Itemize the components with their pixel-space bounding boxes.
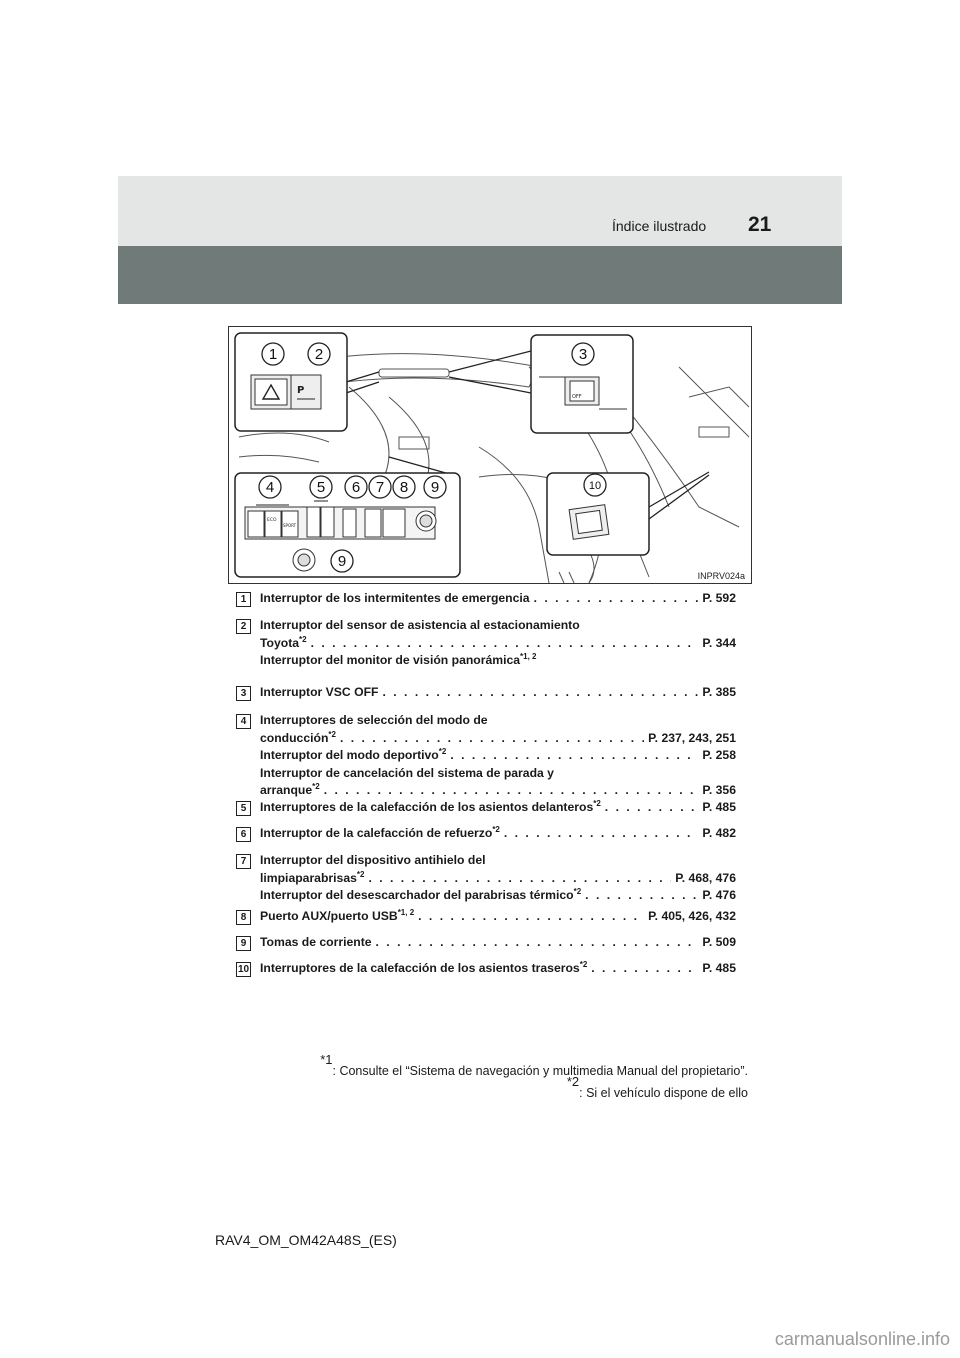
item-text: Interruptor del modo deportivo$^{*2}$ — [260, 746, 447, 762]
item-number-box: 5 — [236, 801, 251, 816]
dot-leader — [368, 870, 671, 888]
item-text: Puerto AUX/puerto USB$^{*1, 2}$ — [260, 907, 415, 923]
item-footnote-mark: *2 — [312, 781, 320, 791]
item-line — [260, 730, 736, 748]
dot-leader — [450, 747, 698, 765]
dot-leader — [418, 908, 644, 926]
item-text: Interruptor del sensor de asistencia al estacionamiento — [260, 618, 580, 632]
callout-4 — [259, 476, 281, 498]
dot-leader — [605, 799, 699, 817]
sport-label: SPORT — [283, 523, 297, 528]
dot-leader — [585, 887, 698, 905]
svg-text:7: 7 — [375, 479, 385, 496]
dot-leader — [591, 960, 698, 978]
item-text: Interruptor de cancelación del sistema de parada y — [260, 765, 554, 780]
dot-leader — [324, 782, 699, 800]
svg-text:9: 9 — [337, 553, 347, 570]
svg-text:10: 10 — [588, 480, 602, 492]
item-footnote-mark: *2 — [492, 824, 500, 834]
watermark: carmanualsonline.info — [774, 1329, 950, 1349]
item-line — [260, 617, 736, 635]
page-reference-link[interactable]: P. 509 — [702, 935, 736, 949]
page-reference-link[interactable]: P. 356 — [702, 783, 736, 797]
item-footnote-mark: *2 — [356, 869, 365, 879]
item-text: Interruptores de la calefacción de los asientos traseros$^{*2}$ — [260, 959, 588, 975]
item-number-box: 7 — [236, 854, 251, 869]
callout-3 — [572, 343, 594, 365]
item-line — [260, 934, 736, 952]
callout-9-outlet — [331, 550, 353, 572]
item-number-box: 1 — [236, 592, 251, 607]
item-line — [260, 747, 736, 765]
item-footnote-mark: *1, 2 — [520, 651, 537, 661]
header-band — [118, 246, 842, 304]
page-reference-link[interactable]: P. 258 — [702, 748, 736, 762]
footnote-2: $^{*2}$: Si el vehículo dispone de ello — [566, 1074, 748, 1100]
callout-5 — [310, 476, 332, 498]
item-footnote-mark: *2 — [328, 729, 336, 739]
page-reference-link[interactable]: P. 592 — [702, 591, 736, 605]
page-reference-link[interactable]: P. 485 — [702, 800, 736, 814]
item-text: Toyota$^{*2}$ — [260, 634, 307, 650]
item-line — [260, 652, 736, 670]
page-reference-link[interactable]: P. 485 — [702, 961, 736, 975]
vsc-off-label: OFF — [572, 394, 582, 400]
item-text: Interruptor del monitor de visión panorámica$^{*1, 2}$ — [260, 651, 537, 667]
item-line — [260, 635, 736, 653]
dot-leader — [376, 934, 699, 952]
item-number-box: 10 — [237, 964, 250, 975]
callout-8 — [393, 476, 415, 498]
item-footnote-mark: *1, 2 — [397, 907, 415, 917]
callout-1 — [262, 343, 284, 365]
item-line — [260, 960, 736, 978]
footnotes — [320, 1052, 748, 1104]
item-text: Interruptor del desescarchador del parabrisas térmico$^{*2}$ — [260, 886, 582, 902]
svg-text:6: 6 — [351, 479, 361, 496]
svg-text:5: 5 — [316, 479, 326, 496]
item-text: Interruptor de los intermitentes de emergencia — [260, 591, 530, 605]
item-line — [260, 870, 736, 888]
svg-text:9: 9 — [430, 479, 440, 496]
page-number: 21 — [748, 213, 772, 236]
svg-text:8: 8 — [399, 479, 409, 496]
svg-text:1: 1 — [268, 346, 278, 363]
page-reference-link[interactable]: P. 476 — [702, 888, 736, 902]
dashboard-illustration — [228, 326, 752, 584]
section-title: Índice ilustrado — [612, 218, 707, 234]
item-text: limpiaparabrisas$^{*2}$ — [260, 869, 365, 885]
svg-text:3: 3 — [578, 346, 588, 363]
item-text: Interruptor VSC OFF — [260, 685, 379, 699]
item-text: Interruptor del dispositivo antihielo del — [260, 853, 486, 867]
callout-9 — [424, 476, 446, 498]
svg-text:4: 4 — [265, 479, 275, 496]
dot-leader — [311, 635, 699, 653]
page-reference-link[interactable]: P. 405, 426, 432 — [648, 909, 736, 923]
item-footnote-mark: *2 — [593, 798, 601, 808]
footnote-1: $^{*1}$: Consulte el “Sistema de navegación y multimedia Manual del propietario”. — [320, 1052, 748, 1078]
item-number-box: 4 — [236, 714, 251, 729]
figure-code: INPRV024a — [697, 571, 745, 581]
item-line — [260, 825, 736, 843]
item-line — [260, 852, 736, 870]
hazard-panel — [251, 375, 321, 409]
item-number-box: 8 — [236, 910, 251, 925]
svg-text:ECO: ECO — [267, 518, 277, 523]
item-line — [260, 765, 736, 783]
item-text: Interruptores de selección del modo de — [260, 713, 488, 727]
document-code: RAV4_OM_OM42A48S_(ES) — [215, 1232, 397, 1248]
page-reference-link[interactable]: P. 482 — [702, 826, 736, 840]
item-line — [260, 782, 736, 800]
page-reference-link[interactable]: P. 237, 243, 251 — [648, 730, 736, 745]
rear-seat-heater-panel — [569, 505, 609, 540]
dot-leader — [534, 590, 699, 608]
svg-text:P: P — [297, 385, 305, 396]
item-number-box: 9 — [236, 936, 251, 951]
item-footnote-mark: *2 — [573, 886, 582, 896]
item-line — [260, 908, 736, 926]
svg-text:2: 2 — [314, 346, 324, 363]
item-number-box: 3 — [236, 686, 251, 701]
dot-leader — [340, 730, 644, 748]
item-footnote-mark: *2 — [579, 959, 588, 969]
item-line — [260, 887, 736, 905]
item-line — [260, 684, 736, 702]
page-reference-link[interactable]: P. 468, 476 — [675, 870, 736, 885]
callout-7 — [369, 476, 391, 498]
item-text: Tomas de corriente — [260, 935, 372, 949]
item-text: conducción$^{*2}$ — [260, 729, 336, 745]
item-footnote-mark: *2 — [299, 634, 307, 644]
item-text: Interruptores de la calefacción de los asientos delanteros$^{*2}$ — [260, 798, 601, 814]
dot-leader — [383, 684, 699, 702]
item-line — [260, 712, 736, 730]
page-reference-link[interactable]: P. 344 — [702, 635, 736, 650]
callout-2 — [308, 343, 330, 365]
item-text: arranque$^{*2}$ — [260, 781, 320, 797]
item-number-box: 6 — [236, 827, 251, 842]
item-line — [260, 590, 736, 608]
callout-6 — [345, 476, 367, 498]
item-line — [260, 799, 736, 817]
item-text: Interruptor de la calefacción de refuerzo$^{*2}$ — [260, 824, 500, 840]
dashboard-drawing — [229, 327, 751, 583]
item-number-box: 2 — [236, 619, 251, 634]
header-top-panel — [118, 176, 842, 246]
item-footnote-mark: *2 — [438, 746, 447, 756]
page-reference-link[interactable]: P. 385 — [702, 685, 736, 699]
dot-leader — [504, 825, 698, 843]
callout-10 — [584, 474, 606, 496]
